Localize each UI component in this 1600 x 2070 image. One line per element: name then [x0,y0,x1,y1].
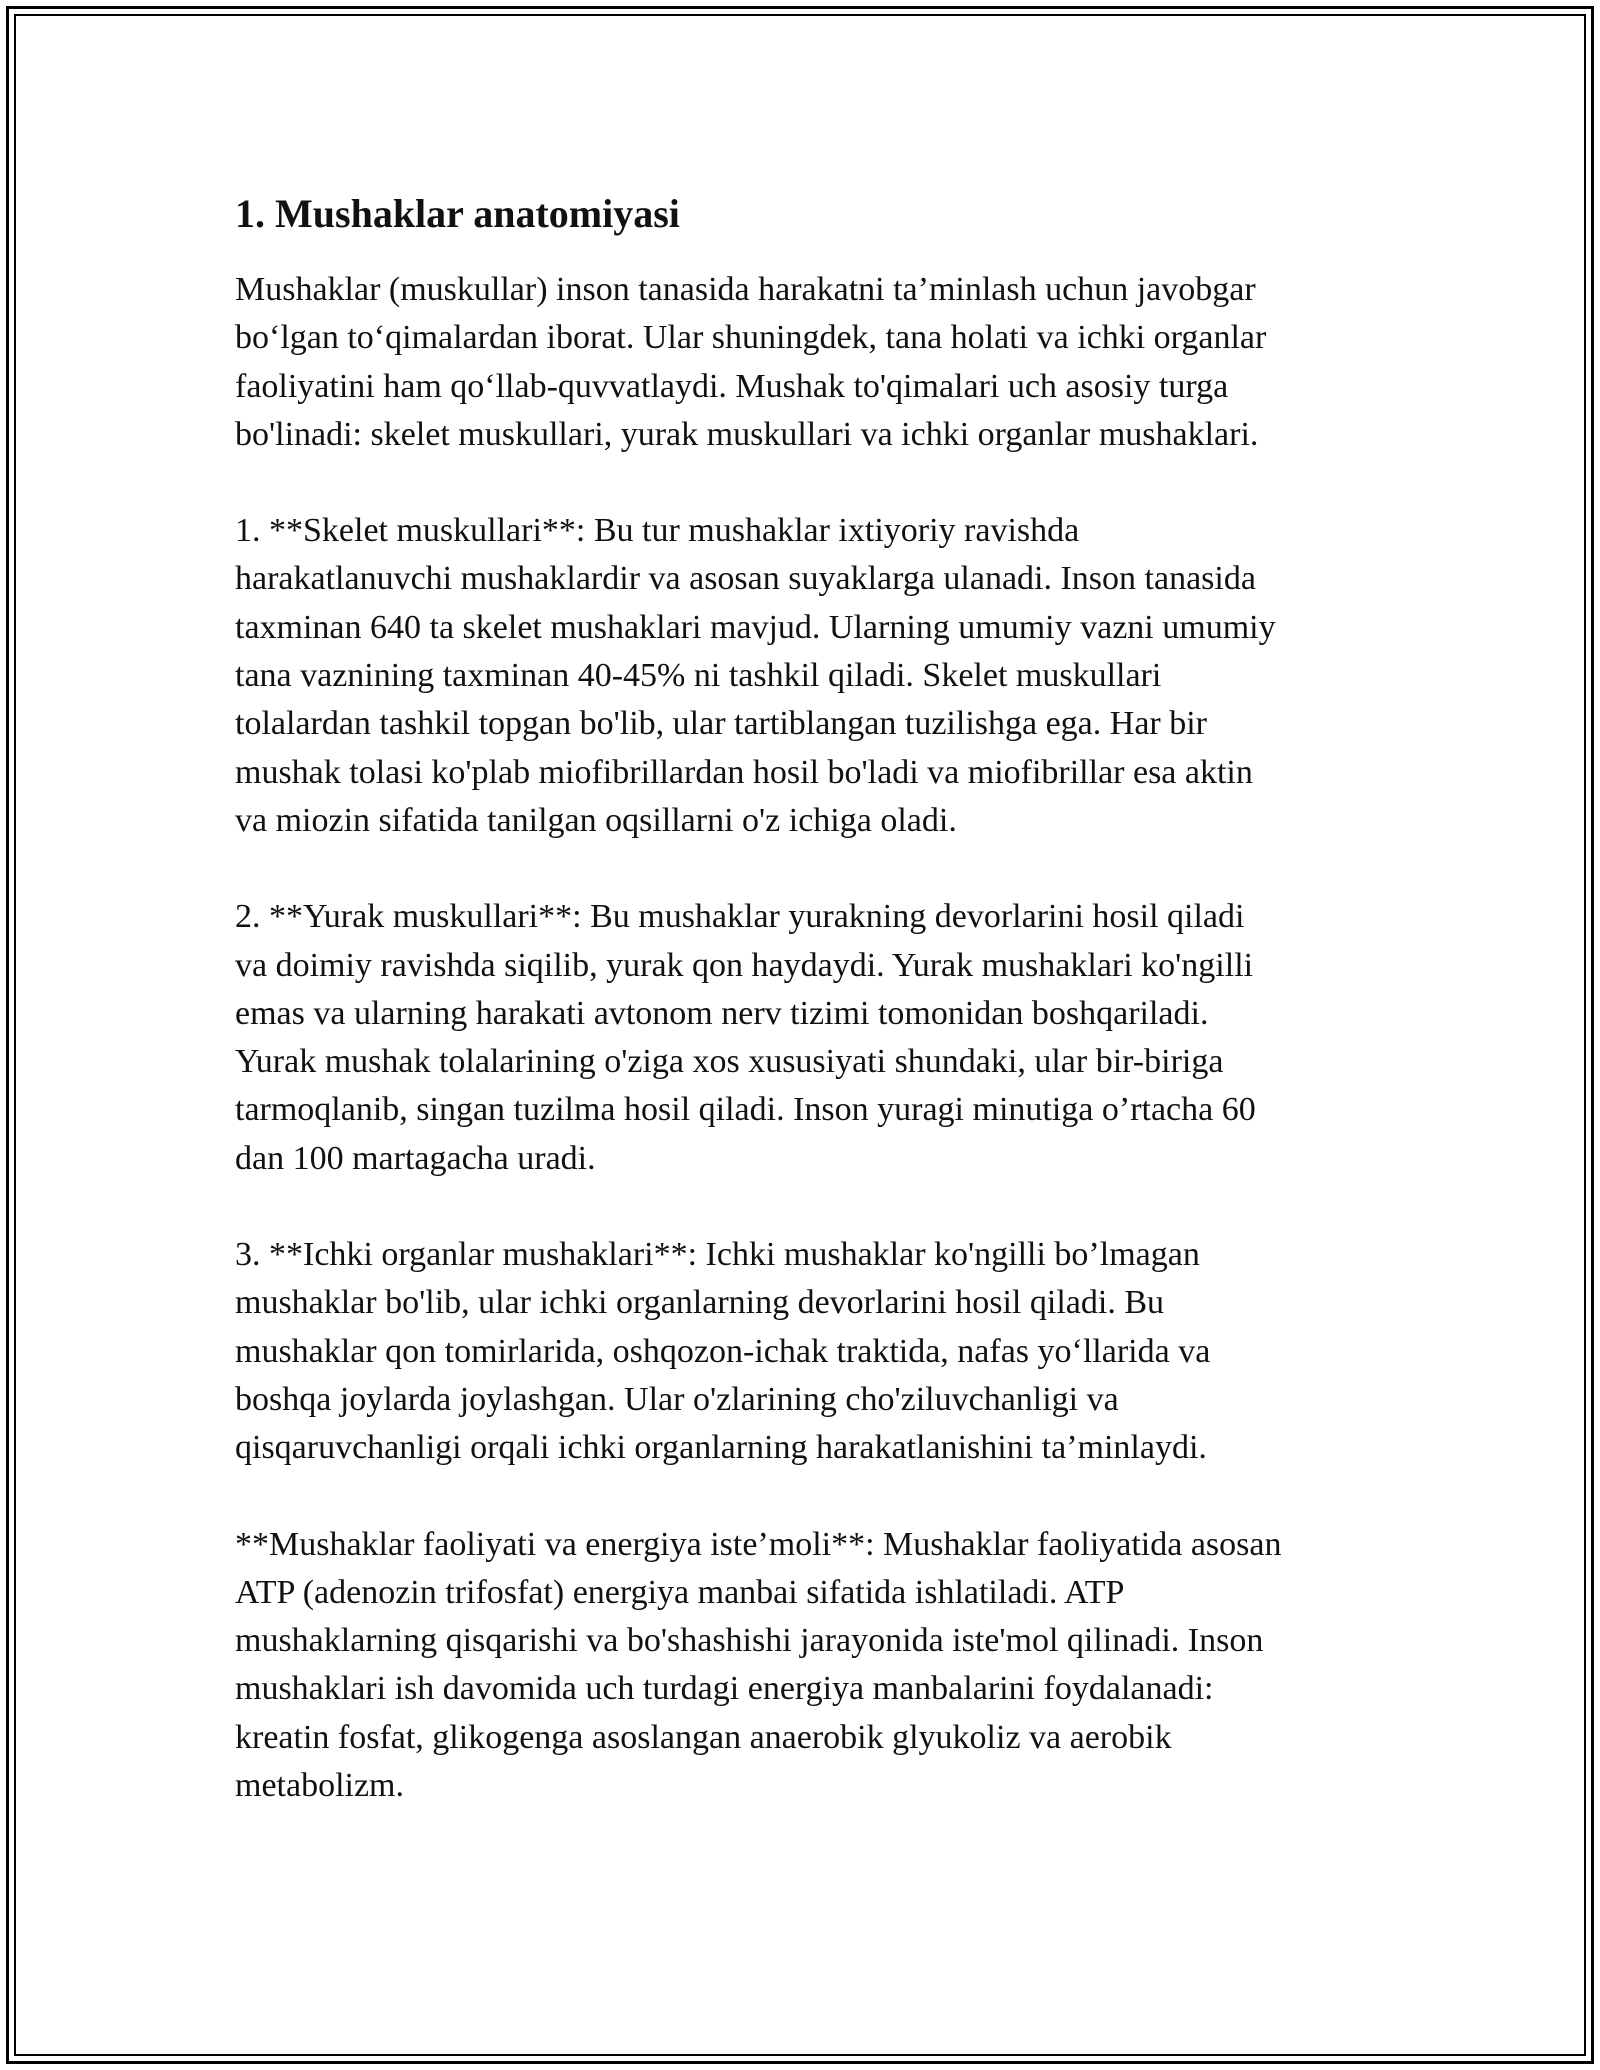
page-title: 1. Mushaklar anatomiyasi [235,191,680,236]
visceral-muscles-paragraph: 3. **Ichki organlar mushaklari**: Ichki mushaklar ko'ngilli bo’lmagan mushaklar bo'lib, ular ichki organlarning devorlarini hosil qiladi. Bu mushaklar qon tomirlarida, oshqozon-ichak traktida, nafas yo‘llarida va boshqa joylarda joylashgan. Ular o'zlarining cho'ziluvchanligi va qisqaruvchanligi orqali ichki organlarning harakatlanishini ta’minlaydi. [235,1236,1211,1467]
document-body [235,186,1385,1858]
muscle-energy-paragraph: **Mushaklar faoliyati va energiya iste’moli**: Mushaklar faoliyatida asosan ATP (adenozin trifosfat) energiya manbai sifatida ishlatiladi. ATP mushaklarning qisqarishi va bo'shashishi jarayonida iste'mol qilinadi. Inson mushaklari ish davomida uch turdagi energiya manbalarini foydalanadi: kreatin fosfat, glikogenga asoslangan anaerobik glyukoliz va aerobik metabolizm. [235,1525,1282,1805]
intro-paragraph: Mushaklar (muskullar) inson tanasida harakatni ta’minlash uchun javobgar bo‘lgan to‘qimalardan iborat. Ular shuningdek, tana holati va ichki organlar faoliyatini ham qo‘llab-quvvatlaydi. Mushak to'qimalari uch asosiy turga bo'linadi: skelet muskullari, yurak muskullari va ichki organlar mushaklari. [235,271,1267,453]
cardiac-muscles-paragraph: 2. **Yurak muskullari**: Bu mushaklar yurakning devorlarini hosil qiladi va doimiy ravishda siqilib, yurak qon haydaydi. Yurak mushaklari ko'ngilli emas va ularning harakati avtonom nerv tizimi tomonidan boshqariladi. Yurak mushak tolalarining o'ziga xos xususiyati shundaki, ular bir-biriga tarmoqlanib, singan tuzilma hosil qiladi. Inson yuragi minutiga o’rtacha 60 dan 100 martagacha uradi. [235,898,1256,1177]
skeletal-muscles-paragraph: 1. **Skelet muskullari**: Bu tur mushaklar ixtiyoriy ravishda harakatlanuvchi mushaklardir va asosan suyaklarga ulanadi. Inson tanasida taxminan 640 ta skelet mushaklari mavjud. Ularning umumiy vazni umumiy tana vaznining taxminan 40-45% ni tashkil qiladi. Skelet muskullari tolalardan tashkil topgan bo'lib, ular tartiblangan tuzilishga ega. Har bir mushak tolasi ko'plab miofibrillardan hosil bo'ladi va miofibrillar esa aktin va miozin sifatida tanilgan oqsillarni o'z ichiga oladi. [235,512,1276,839]
